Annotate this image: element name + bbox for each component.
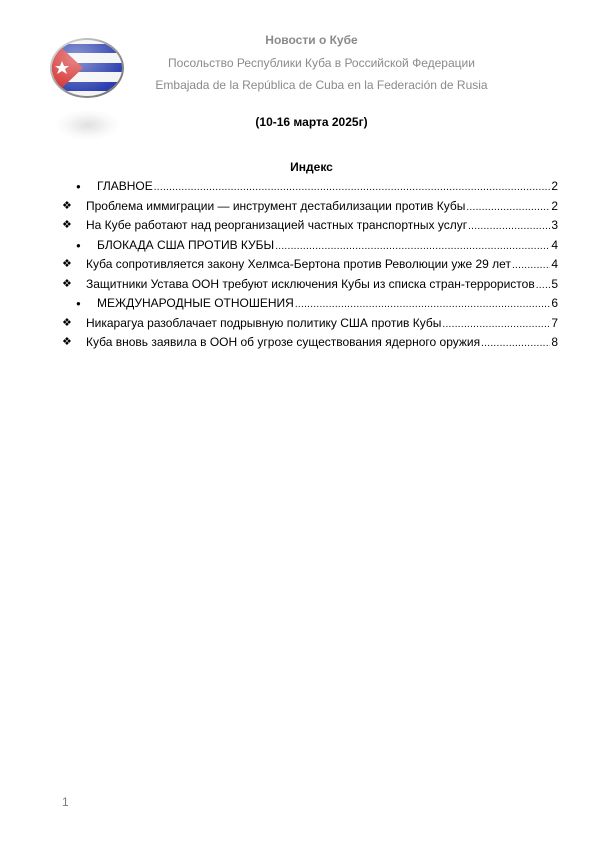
toc-leader-dots [536, 276, 551, 296]
toc-entry-label: МЕЖДУНАРОДНЫЕ ОТНОШЕНИЯ [97, 296, 294, 310]
toc-entry-label: Куба вновь заявила в ООН об угрозе существования ядерного оружия [86, 335, 481, 349]
toc-entry-label: БЛОКАДА США ПРОТИВ КУБЫ [97, 237, 275, 252]
diamond-bullet-icon: ❖ [62, 277, 72, 290]
toc-entry[interactable] [62, 216, 558, 236]
diamond-bullet-icon: ❖ [62, 199, 72, 212]
toc-leader-dots [442, 315, 550, 335]
toc-title: Индекс [290, 160, 333, 174]
diamond-bullet-icon: ❖ [62, 219, 72, 231]
toc-entry[interactable] [62, 314, 558, 334]
toc-leader-dots [481, 334, 550, 354]
toc-leader-dots [512, 256, 550, 276]
toc-entry-page: 2 [551, 179, 558, 193]
diamond-bullet-icon: ❖ [62, 316, 72, 329]
toc-entry-label: Никарагуа разоблачает подрывную политику США против Кубы [86, 315, 442, 330]
page-number: 1 [62, 795, 69, 809]
toc-entry-label: Куба сопротивляется закону Хелмса-Бертона против Революции уже 29 лет [86, 257, 511, 271]
toc-entry-page: 5 [551, 276, 558, 291]
toc-leader-dots [466, 198, 550, 218]
bullet-icon: ● [76, 240, 81, 250]
toc-entry[interactable] [62, 197, 558, 217]
date-range: (10-16 марта 2025г) [255, 115, 368, 129]
header-title: Новости о Кубе [265, 33, 358, 47]
toc-entry-label: На Кубе работают над реорганизацией частных транспортных услуг [86, 218, 468, 232]
toc-entry[interactable] [62, 275, 558, 295]
toc-leader-dots [468, 217, 550, 237]
toc-entry-label: Проблема иммиграции — инструмент дестабилизации против Кубы [86, 198, 466, 213]
toc-leader-dots [295, 295, 550, 315]
toc-entry-page: 6 [551, 296, 558, 310]
toc-entry[interactable] [62, 255, 558, 275]
toc-entry-page: 4 [551, 257, 558, 271]
toc-entry[interactable] [62, 333, 558, 353]
toc-entry-page: 7 [551, 315, 558, 330]
diamond-bullet-icon: ❖ [62, 336, 72, 348]
header-embassy-ru: Посольство Республики Куба в Российской Федерации [168, 56, 475, 70]
toc-entry-label: Защитники Устава ООН требуют исключения Кубы из списка стран-террористов [86, 276, 535, 291]
toc-entry[interactable] [62, 294, 558, 314]
header-embassy-es: Embajada de la República de Cuba en la Federación de Rusia [155, 78, 488, 92]
bullet-icon: ● [76, 182, 81, 191]
diamond-bullet-icon: ❖ [62, 258, 72, 270]
toc-entry-page: 4 [551, 237, 558, 252]
toc-entry-page: 8 [551, 335, 558, 349]
toc-leader-dots [275, 237, 550, 257]
toc-leader-dots [154, 178, 551, 198]
toc-entry[interactable] [62, 236, 558, 256]
toc-entry-label: ГЛАВНОЕ [97, 179, 153, 193]
toc-entry-page: 2 [551, 198, 558, 213]
toc-entry-page: 3 [551, 218, 558, 232]
toc-entry[interactable] [62, 177, 558, 197]
table-of-contents [62, 177, 558, 353]
bullet-icon: ● [76, 299, 81, 308]
